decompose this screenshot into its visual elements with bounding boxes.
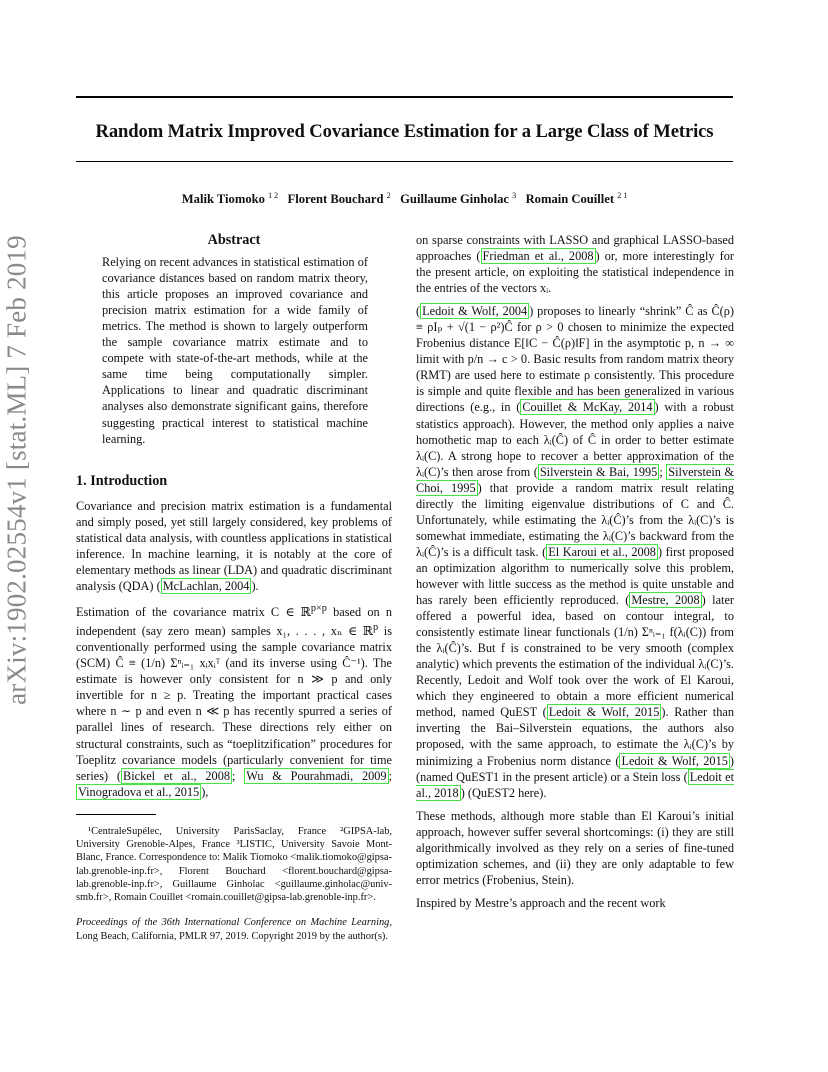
- paragraph-text: ) that provide a random matrix result relating directly the limiting eigenvalue distributions of C and Ĉ. Unfortunately, while estimating the λᵢ(Ĉ)’s from the λᵢ(C)’s is somewhat immediate, estimating the λᵢ(C)’s backward from the λᵢ(Ĉ)’s is a difficult task. (: [416, 480, 734, 559]
- paragraph-text: on sparse constraints with LASSO and graphical LASSO-based approaches (: [416, 233, 734, 264]
- citation-link[interactable]: McLachlan, 2004: [162, 578, 250, 593]
- abstract-heading: Abstract: [207, 232, 261, 248]
- paragraph-text: Covariance and precision matrix estimation is a fundamental and simply posed, yet still largely considered, key problems of statistical data analysis, with countless applications in statistical inference. In machine learning, it is notably at the core of elementary methods as linear (LDA) and quadratic discriminant analysis (QDA) (: [76, 498, 392, 593]
- title-rule-bottom: [76, 161, 733, 162]
- paragraph-text: ) (named QuEST1 in the present article) or a Stein loss (: [416, 753, 734, 784]
- citation-link[interactable]: Silverstein & Bai, 1995: [539, 464, 658, 479]
- citation-link[interactable]: El Karoui et al., 2008: [548, 544, 656, 559]
- citation-link[interactable]: Mestre, 2008: [631, 593, 700, 608]
- paragraph-text: ) later offered a powerful idea, based on contour integral, to consistently estimate linear functionals (1/n) Σⁿᵢ₌₁ f(λᵢ(C)) from the λᵢ(Ĉ)’s. But f is constrained to be very smooth (complex analytic) which prevents the estimation of the individual λᵢ(C)’s. Recently, Ledoit and Wolf took over the work of El Karoui, which they engineered to obtain a more efficient numerical method, named QuEST (: [416, 593, 735, 720]
- paragraph-text: ) or, more interestingly for the present article, on exploiting the statistical independence in the entries of the vectors xᵢ.: [416, 249, 734, 296]
- paragraph-text: is conventionally performed using the sample covariance matrix (SCM) Ĉ ≡ (1/n) Σⁿᵢ₌₁ xᵢxᵢᵀ (and its inverse using Ĉ⁻¹). The estimate is however only consistent for n ≫ p and only invertible for n ≥ p. Treating the important practical cases where n ∼ p and even n ≪ p has recently spurred a series of parallel lines of research. These directions rely either on structural constraints, such as “toeplitzification” procedures for Toeplitz covariance models (particularly convenient for time series) (: [76, 624, 393, 783]
- paragraph-text: ) first proposed an optimization algorithm to numerically solve this problem, however with little success as the method is quite unstable and has rarely been efficiently reproduced. (: [416, 544, 734, 608]
- citation-link[interactable]: Ledoit & Wolf, 2004: [422, 304, 528, 319]
- citation-link[interactable]: Ledoit et al., 2018: [416, 769, 734, 800]
- author-name: Romain Couillet: [525, 192, 615, 207]
- paragraph-text: Estimation of the covariance matrix C ∈ ℝ: [76, 605, 311, 620]
- proceedings-details: , Long Beach, California, PMLR 97, 2019. Copyright 2019 by the author(s).: [76, 917, 392, 942]
- paragraph-text: ).: [251, 578, 259, 593]
- arxiv-stamp-text[interactable]: arXiv:1902.02554v1 [stat.ML] 7 Feb 2019: [1, 235, 32, 705]
- citation-link[interactable]: Ledoit & Wolf, 2015: [621, 753, 728, 768]
- math-superscript: p×p: [310, 602, 327, 614]
- paper-title: Random Matrix Improved Covariance Estimation for a Large Class of Metrics: [95, 121, 714, 142]
- paragraph-text: ). Rather than inverting the Bai–Silverstein equations, the authors also proposed, with the same approach, to estimate the λᵢ(C)’s by minimizing a Frobenius norm distance (: [416, 705, 734, 768]
- arxiv-stamp: [0, 0, 32, 705]
- citation-link[interactable]: Friedman et al., 2008: [482, 249, 594, 264]
- citation-link[interactable]: Couillet & McKay, 2014: [522, 400, 653, 415]
- left-column: [76, 232, 392, 943]
- body-paragraph: ( Ledoit & Wolf, 2004 ) proposes to linearly “shrink” Ĉ as Ĉ(ρ) ≡ ρIₚ + √(1 − ρ²)Ĉ for ρ > 0 chosen to minimize the expected Frobenius distance E[‖C − Ĉ(ρ)‖F] in the asymptotic p, n → ∞ limit with p/n → c > 0. Basic results from random matrix theory (RMT) are used here to estimate ρ consistently. This procedure is simple and quite flexible and has been generalized in various directions (e.g., in ( Couillet & McKay, 2014 ) with a robust statistics approach). However, the method only applies a naive homothetic map to each λᵢ(Ĉ) of Ĉ in order to better estimate λᵢ(C). A strong hope to recover a better approximation of the λᵢ(C)’s then arose from ( Silverstein & Bai, 1995 ; Silverstein & Choi, 1995 ) that provide a random matrix result relating directly the limiting eigenvalue distributions of C and Ĉ. Unfortunately, while estimating the λᵢ(Ĉ)’s from the λᵢ(C)’s is somewhat immediate, estimating the λᵢ(C)’s backward from the λᵢ(Ĉ)’s is a difficult task. ( El Karoui et al., 2008 ) first proposed an optimization algorithm to numerically solve this problem, however with little success as the method is quite unstable and has rarely been efficiently reproduced. ( Mestre, 2008 ) later offered a powerful idea, based on contour integral, to consistently estimate linear functionals (1/n) Σⁿᵢ₌₁ f(λᵢ(C)) from the λᵢ(Ĉ)’s. But f is constrained to be very smooth (complex analytic) which prevents the estimation of the individual λᵢ(C)’s. Recently, Ledoit and Wolf took over the work of El Karoui, which they engineered to obtain a more efficient numerical method, named QuEST ( Ledoit & Wolf, 2015 ). Rather than inverting the Bai–Silverstein equations, the authors also proposed, with the same approach, to estimate the λᵢ(C)’s by minimizing a Frobenius norm distance ( Ledoit & Wolf, 2015 ) (named QuEST1 in the present article) or a Stein loss ( Ledoit et al., 2018 ) (QuEST2 here).: [416, 304, 735, 800]
- intro-paragraph-1: [76, 498, 392, 594]
- body-paragraph: These methods, although more stable than El Karoui’s initial approach, however suffer several shortcomings: (i) they are still algorithmically involved as they rely on a series of fine-tuned optimization schemes, and (ii) they are only adaptable to few error metrics (Frobenius, Stein).: [416, 808, 734, 887]
- author-affiliation: 3: [512, 191, 517, 200]
- author-list: [76, 191, 733, 207]
- abstract-body: Relying on recent advances in statistical estimation of covariance distances based on random matrix theory, this article proposes an improved covariance and precision matrix estimation for a wide family of metrics. The method is shown to largely outperform the sample covariance matrix estimate and to compete with state-of-the-art methods, while at the same time being computationally simpler. Applications to linear and quadratic discriminant analyses also demonstrate significant gains, therefore suggesting practical interest to statistical machine learning.: [102, 255, 368, 446]
- citation-link[interactable]: Wu & Pourahmadi, 2009: [246, 768, 387, 783]
- citation-link[interactable]: Ledoit & Wolf, 2015: [548, 705, 660, 720]
- author-name: Malik Tiomoko: [181, 192, 265, 207]
- paragraph-text: ) (QuEST2 here).: [460, 785, 547, 800]
- proceedings-note: [76, 916, 392, 943]
- paragraph-text: ) with a robust statistics approach). However, the method only applies a naive homothetic map to each λᵢ(Ĉ) of Ĉ in order to better estimate λᵢ(C). A strong hope to recover a better approximation of the λᵢ(C)’s then arose from (: [416, 400, 734, 479]
- author-affiliation: 1 2: [268, 191, 279, 200]
- citation-link[interactable]: Bickel et al., 2008: [123, 768, 230, 783]
- author-affiliation: 2: [386, 191, 391, 200]
- math-superscript: p: [372, 622, 379, 634]
- author-name: Guillaume Ginholac: [400, 192, 509, 207]
- body-paragraph: [416, 232, 734, 296]
- paragraph-text: ),: [201, 784, 209, 799]
- paragraph-text: based on n independent (say zero mean) samples x₁, . . . , xₙ ∈ ℝ: [76, 605, 392, 639]
- paragraph-text: ) proposes to linearly “shrink” Ĉ as Ĉ(ρ) ≡ ρIₚ + √(1 − ρ²)Ĉ for ρ > 0 chosen to minimize the expected Frobenius distance E[‖C − Ĉ(ρ)‖F] in the asymptotic p, n → ∞ limit with p/n → c > 0. Basic results from random matrix theory (RMT) are used here to estimate ρ consistently. This procedure is simple and quite flexible and has been generalized in various directions (e.g., in (: [416, 304, 734, 415]
- section-heading-introduction: 1. Introduction: [76, 472, 168, 489]
- footnote-rule: [76, 814, 156, 815]
- author-affiliation: 2 1: [617, 191, 628, 200]
- title-rule-top: [76, 96, 733, 98]
- citation-link[interactable]: Silverstein & Choi, 1995: [416, 464, 734, 495]
- proceedings-venue: Proceedings of the 36th International Conference on Machine Learning: [76, 917, 390, 929]
- affiliation-footnote: ¹CentraleSupélec, University ParisSaclay, France ²GIPSA-lab, University Grenoble-Alpes, France ³LISTIC, University Savoie Mont-Blanc, France. Correspondence to: Malik Tiomoko <malik.tiomoko@gipsa-lab.grenoble-inp.fr>, Florent Bouchard <florent.bouchard@gipsa-lab.grenoble-inp.fr>, Guillaume Ginholac <guillaume.ginholac@univ-smb.fr>, Romain Couillet <romain.couillet@gipsa-lab.grenoble-inp.fr>.: [76, 825, 392, 904]
- body-paragraph: Inspired by Mestre’s approach and the recent work: [416, 895, 666, 910]
- author-name: Florent Bouchard: [287, 192, 384, 207]
- citation-link[interactable]: Vinogradova et al., 2015: [78, 784, 200, 799]
- right-column: [416, 232, 734, 918]
- intro-paragraph-2: Estimation of the covariance matrix C ∈ ℝ$^{p\times p}$ based on n independent (say zero mean) samples x₁, . . . , xₙ ∈ ℝ$^p$ is conventionally performed using the sample covariance matrix (SCM) Ĉ ≡ (1/n) Σⁿᵢ₌₁ xᵢxᵢᵀ (and its inverse using Ĉ⁻¹). The estimate is however only consistent for n ≫ p and only invertible for n ≥ p. Treating the important practical cases where n ∼ p and even n ≪ p has recently spurred a series of parallel lines of research. These directions rely either on structural constraints, such as “toeplitzification” procedures for Toeplitz covariance models (particularly convenient for time series) ( Bickel et al., 2008 ; Wu & Pourahmadi, 2009 ; Vinogradova et al., 2015 ),: [76, 602, 393, 799]
